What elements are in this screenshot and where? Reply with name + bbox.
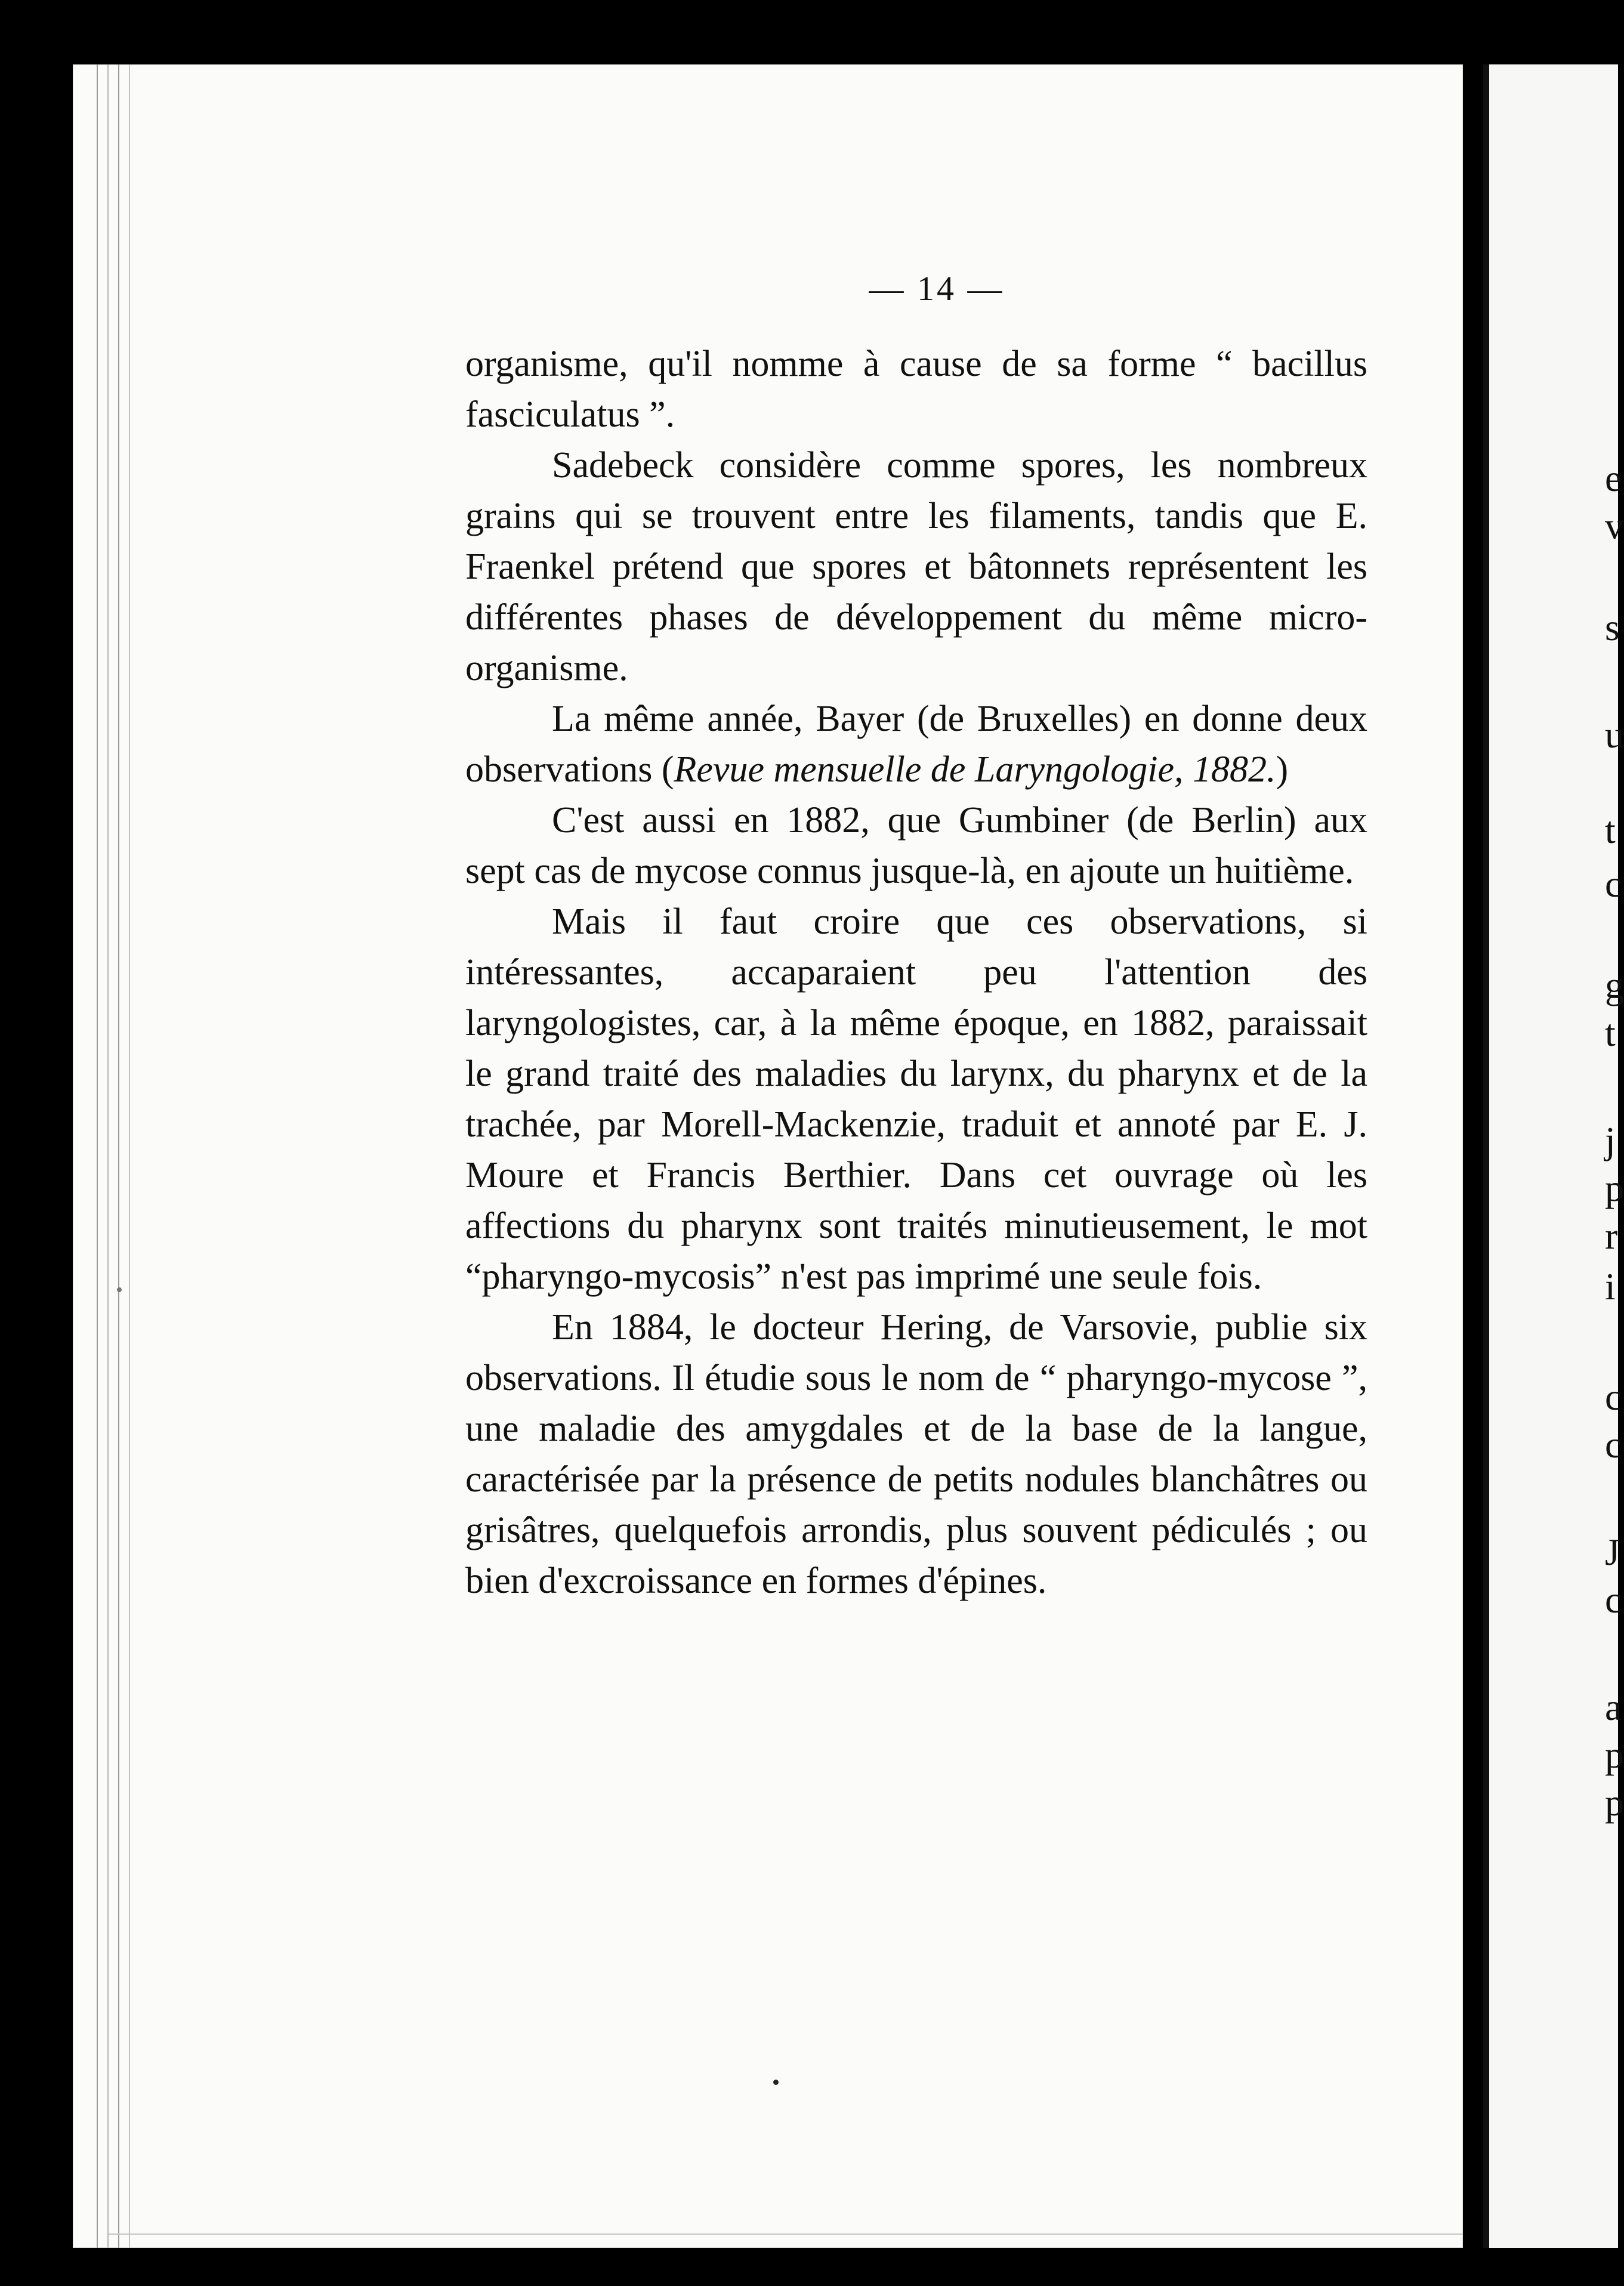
adjacent-page-letter: J: [1605, 1531, 1620, 1573]
paragraph-2: Sadebeck considère comme spores, les nombreux grains qui se trouvent entre les filaments, tandis que E. Fraenkel prétend que spores et bâtonnets représentent les différentes phases de développement du même micro-organisme.: [465, 445, 1367, 688]
paragraph-1: organisme, qu'il nomme à cause de sa forme “ bacillus fasciculatus ”.: [465, 344, 1367, 435]
body-text: [465, 339, 1367, 1607]
adjacent-page-letter: p: [1605, 1167, 1624, 1209]
page-number: — 14 —: [869, 269, 1005, 308]
adjacent-page-letter: e: [1605, 457, 1622, 499]
adjacent-page-sliver: [1483, 64, 1624, 2248]
paragraph-6: En 1884, le docteur Hering, de Varsovie, publie six observations. Il étudie sous le nom de “ pharyngo-mycose ”, une maladie des amygdales et de la base de la langue, caractérisée par la présence de petits nodules blanchâtres ou grisâtres, quelquefois arrondis, plus souvent pédiculés ; ou bien d'excroissance en formes d'épines.: [465, 1307, 1367, 1601]
adjacent-page-letter: c: [1605, 1376, 1622, 1418]
adjacent-page-letter: c: [1605, 1423, 1622, 1466]
adjacent-page-letter: i: [1605, 1265, 1616, 1308]
journal-citation: Revue mensuelle de Laryngologie, 1882.: [674, 749, 1276, 790]
adjacent-page-letter: p: [1605, 1734, 1624, 1776]
paragraph-4: C'est aussi en 1882, que Gumbiner (de Berlin) aux sept cas de mycose connus jusque-là, en ajoute un huitième.: [465, 800, 1367, 891]
page-bottom-edge: [109, 2234, 1463, 2235]
adjacent-page-letter: t: [1605, 809, 1616, 851]
adjacent-page-letter: s: [1605, 606, 1620, 648]
adjacent-page-letter: u: [1605, 713, 1624, 756]
paragraph-3: [465, 694, 1367, 795]
paragraph-3-close: ): [1276, 749, 1289, 790]
adjacent-page-letter: a: [1605, 1686, 1622, 1728]
ink-speck: [773, 2080, 779, 2085]
adjacent-page-letter: v: [1605, 505, 1624, 547]
margin-speck: [117, 1287, 122, 1292]
adjacent-page-letter: g: [1605, 964, 1624, 1006]
paragraph-5: Mais il faut croire que ces observations, si intéressantes, accaparaient peu l'attention des laryngologistes, car, à la même époque, en 1882, paraissait le grand traité des maladies du larynx, du pharynx et de la trachée, par Morell-Mackenzie, traduit et annoté par E. J. Moure et Francis Berthier. Dans cet ouvrage où les affections du pharynx sont traités minutieusement, le mot “pharyngo-mycosis” n'est pas imprimé une seule fois.: [465, 901, 1367, 1297]
adjacent-page-letter: j: [1605, 1119, 1616, 1161]
adjacent-page-letter: r: [1605, 1215, 1618, 1257]
page-stack-edges: [73, 64, 138, 2248]
adjacent-page-letter: c: [1605, 863, 1622, 905]
adjacent-page-letter: p: [1605, 1781, 1624, 1824]
adjacent-page-letter: c: [1605, 1578, 1622, 1621]
adjacent-page-letter: t: [1605, 1012, 1616, 1054]
gutter-shadow: [1483, 64, 1489, 2248]
paragraph-3-text: La même année, Bayer (de Bruxelles) en donne deux observations (: [465, 699, 1367, 790]
